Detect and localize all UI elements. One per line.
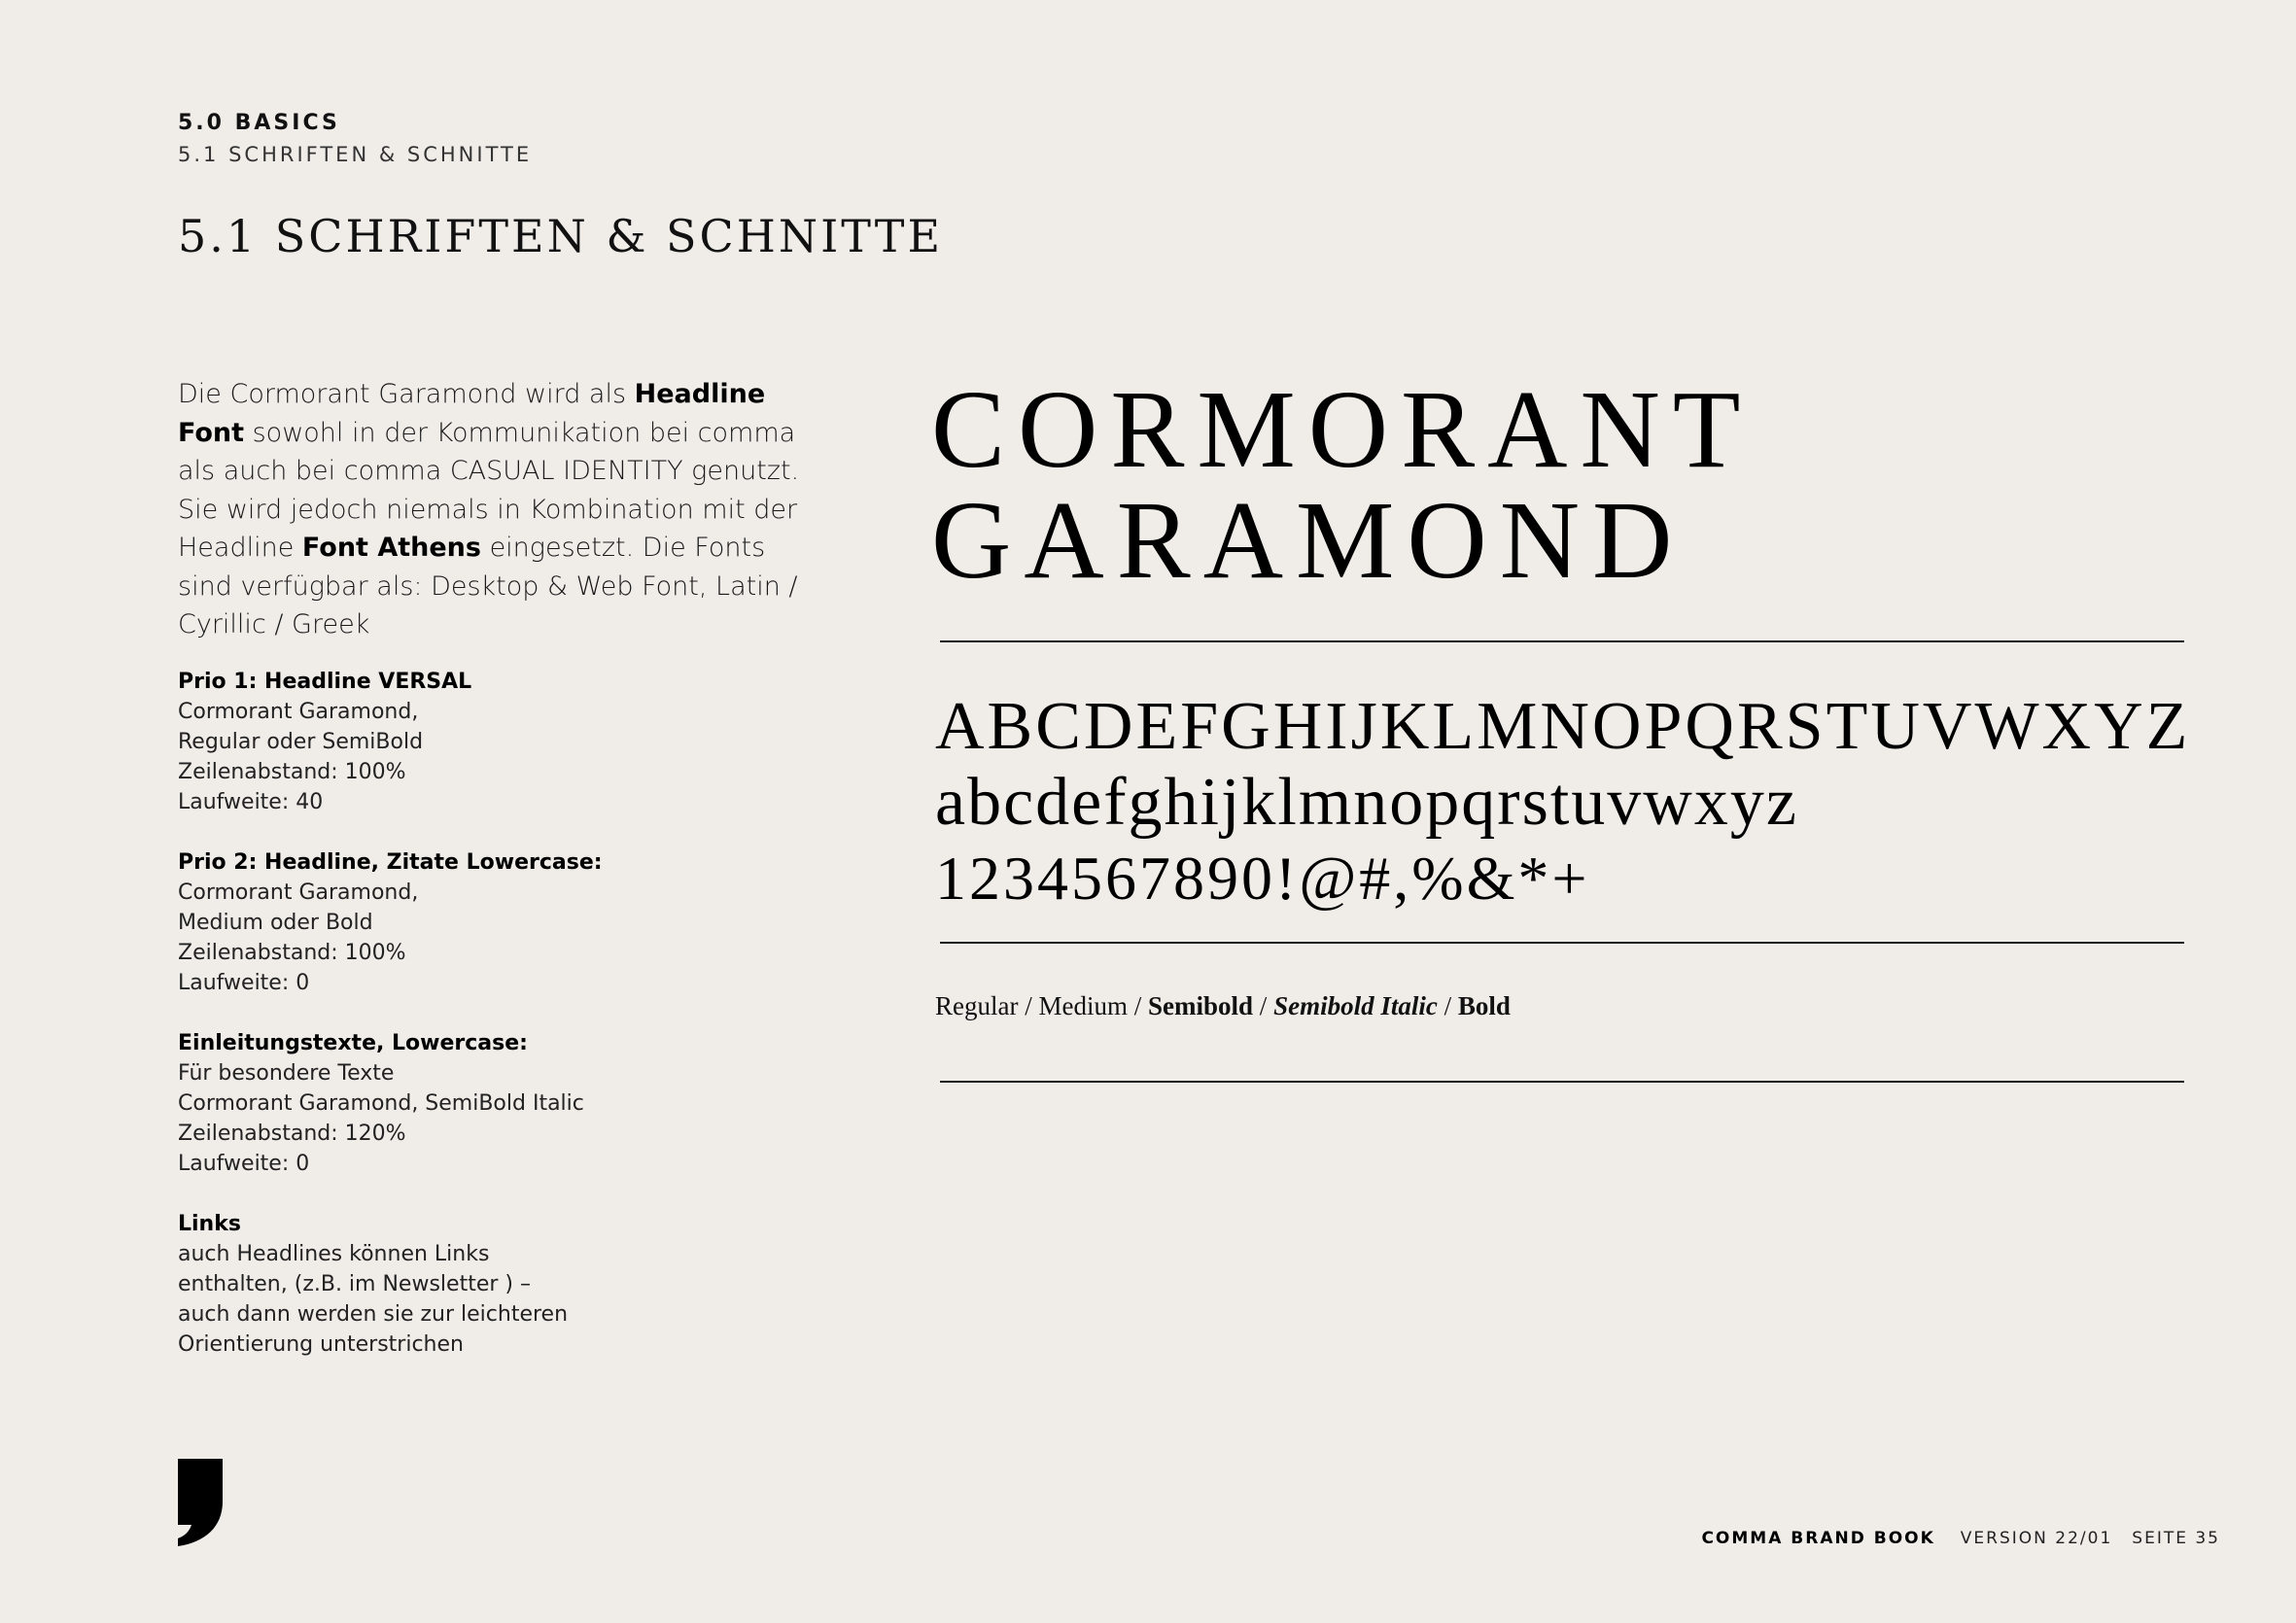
uppercase-alphabet: ABCDEFGHIJKLMNOPQRSTUVWXYZ (935, 689, 2191, 764)
spec-line: Cormorant Garamond, (178, 700, 419, 724)
spec-line: Cormorant Garamond, (178, 881, 419, 905)
divider-middle (940, 942, 2184, 944)
spec-title: Links (178, 1212, 241, 1236)
alphabet-specimen (935, 688, 2190, 917)
breadcrumb-section: 5.0 BASICS (178, 111, 340, 135)
spec-line: Zeilenabstand: 100% (178, 941, 406, 965)
footer-brand: COMMA BRAND BOOK (1701, 1529, 1935, 1548)
spec-block-prio1 (178, 667, 683, 817)
spec-line: Zeilenabstand: 100% (178, 760, 406, 784)
page-title: 5.1 SCHRIFTEN & SCHNITTE (178, 210, 944, 262)
divider-bottom (940, 1081, 2184, 1083)
breadcrumb-subsection: 5.1 SCHRIFTEN & SCHNITTE (178, 143, 533, 166)
weight-bold: Bold (1457, 991, 1511, 1020)
comma-logo-icon (178, 1459, 223, 1546)
spec-line: Laufweite: 40 (178, 790, 324, 814)
spec-line: Für besondere Texte (178, 1061, 395, 1086)
numerals-symbols: 1234567890!@#,%&*+ (935, 844, 1590, 913)
spec-title: Prio 2: Headline, Zitate Lowercase: (178, 850, 603, 875)
spec-block-intro-texts (178, 1028, 683, 1179)
spec-line: auch dann werden sie zur leichteren (178, 1302, 569, 1327)
font-name-line-1: CORMORANT (931, 367, 1754, 491)
spec-line: Laufweite: 0 (178, 971, 310, 995)
intro-bold-1: Headline Font (178, 379, 766, 448)
spec-line: auch Headlines können Links (178, 1242, 490, 1266)
spec-title: Prio 1: Headline VERSAL (178, 670, 472, 694)
spec-list (178, 667, 683, 1390)
footer-page-number: SEITE 35 (2132, 1529, 2220, 1548)
font-name-specimen (931, 367, 1754, 602)
intro-paragraph (178, 375, 819, 644)
weight-regular: Regular (935, 991, 1019, 1020)
intro-text-2: sowohl in der Kommunikation bei comma als auch bei comma CASUAL IDENTITY genutzt. Sie wird jedoch niemals in Kombination mit der Headline (178, 417, 800, 563)
spec-line: Cormorant Garamond, SemiBold Italic (178, 1091, 584, 1116)
weight-separator: / (1253, 991, 1274, 1020)
weight-semibold-italic: Semibold Italic (1273, 991, 1438, 1020)
spec-block-links (178, 1209, 683, 1360)
spec-block-prio2 (178, 847, 683, 998)
weight-separator: / (1437, 991, 1458, 1020)
spec-title: Einleitungstexte, Lowercase: (178, 1031, 528, 1055)
spec-line: Regular oder SemiBold (178, 730, 424, 754)
weight-separator: / (1018, 991, 1039, 1020)
weight-semibold: Semibold (1148, 991, 1254, 1020)
weight-separator: / (1128, 991, 1149, 1020)
weight-medium: Medium (1038, 991, 1128, 1020)
intro-text-3: eingesetzt. Die Fonts sind verfügbar als: Desktop & Web Font, Latin / Cyrillic / Greek (178, 533, 798, 639)
footer-version: VERSION 22/01 (1960, 1529, 2113, 1548)
spec-line: Laufweite: 0 (178, 1152, 310, 1176)
font-name-line-2: GARAMOND (931, 478, 1686, 602)
spec-line: Orientierung unterstrichen (178, 1332, 464, 1357)
spec-line: Zeilenabstand: 120% (178, 1122, 406, 1146)
spec-line: enthalten, (z.B. im Newsletter ) – (178, 1272, 531, 1296)
spec-line: Medium oder Bold (178, 911, 373, 935)
intro-bold-2: Font Athens (301, 533, 481, 563)
divider-top (940, 640, 2184, 642)
page-footer (1701, 1529, 2220, 1548)
lowercase-alphabet: abcdefghijklmnopqrstuvwxyz (935, 765, 1798, 840)
intro-text-1: Die Cormorant Garamond wird als (178, 379, 635, 409)
font-weights-list (935, 991, 1511, 1021)
